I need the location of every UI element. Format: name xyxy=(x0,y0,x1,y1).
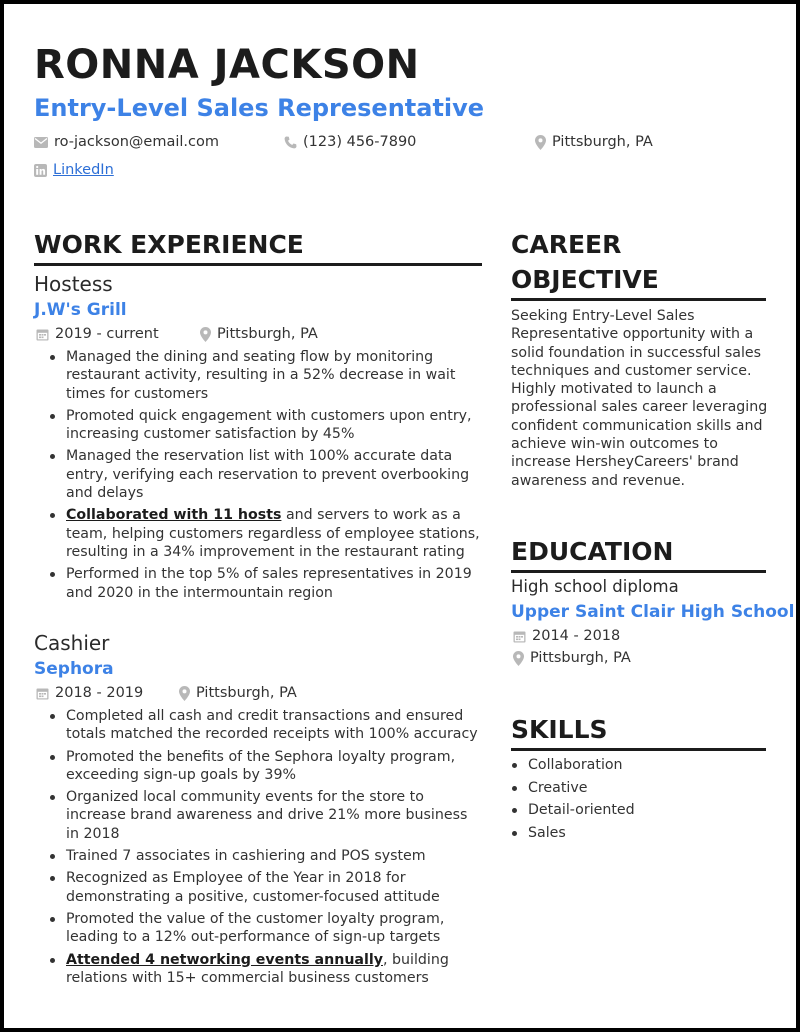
company-name: J.W's Grill xyxy=(34,300,127,320)
job-location xyxy=(200,326,318,342)
job-title: Hostess xyxy=(34,272,113,296)
job-dates xyxy=(36,326,159,342)
location-text: Pittsburgh, PA xyxy=(530,650,631,666)
contact-email xyxy=(34,134,219,150)
envelope-icon xyxy=(34,137,48,148)
list-item: Completed all cash and credit transactions and ensured totals matched the recorded receipts with 100% accuracy xyxy=(34,707,484,744)
list-item: Promoted the benefits of the Sephora loyalty program, exceeding sign-up goals by 39% xyxy=(34,748,484,785)
contact-phone xyxy=(284,134,416,150)
list-item: Organized local community events for the store to increase brand awareness and drive 21% more business in 2018 xyxy=(34,788,484,843)
skills-heading: SKILLS xyxy=(511,712,766,751)
list-item: Sales xyxy=(496,824,766,843)
calendar-icon xyxy=(36,328,49,341)
career-objective-heading xyxy=(511,227,766,301)
skills-list xyxy=(496,756,766,846)
education-heading: EDUCATION xyxy=(511,534,766,573)
job-bullets xyxy=(34,348,484,606)
list-item: Recognized as Employee of the Year in 2018 for demonstrating a positive, customer-focused attitude xyxy=(34,869,484,906)
location-text: Pittsburgh, PA xyxy=(217,326,318,342)
linkedin-link[interactable]: LinkedIn xyxy=(53,162,114,178)
email-text: ro-jackson@email.com xyxy=(54,134,219,150)
linkedin-icon xyxy=(34,164,47,177)
list-item: Promoted quick engagement with customers upon entry, increasing customer satisfaction by 45% xyxy=(34,407,484,444)
dates-text: 2018 - 2019 xyxy=(55,685,144,701)
list-item: Collaborated with 11 hosts and servers to work as a team, helping customers regardless of employee stations, resulting in a 34% improvement in the restaurant rating xyxy=(34,506,484,561)
career-objective-heading-line1: CAREER xyxy=(511,230,622,259)
job-location xyxy=(179,685,297,701)
education-dates xyxy=(513,628,620,644)
job-dates xyxy=(36,685,143,701)
career-objective-heading-line2: OBJECTIVE xyxy=(511,265,659,294)
list-item: Performed in the top 5% of sales representatives in 2019 and 2020 in the intermountain region xyxy=(34,565,484,602)
dates-text: 2019 - current xyxy=(55,326,159,342)
location-text: Pittsburgh, PA xyxy=(552,134,653,150)
location-pin-icon xyxy=(535,135,546,150)
location-pin-icon xyxy=(200,327,211,342)
list-item: Promoted the value of the customer loyalty program, leading to a 12% out-performance of sign-up targets xyxy=(34,910,484,947)
list-item: Attended 4 networking events annually, building relations with 15+ commercial business customers xyxy=(34,951,484,988)
job-bullets xyxy=(34,707,484,991)
resume-page xyxy=(4,4,796,1028)
job-title: Cashier xyxy=(34,631,110,655)
contact-linkedin xyxy=(34,162,114,178)
list-item: Creative xyxy=(496,779,766,798)
phone-icon xyxy=(284,136,297,149)
career-objective-text: Seeking Entry-Level Sales Representative opportunity with a solid foundation in successful sales techniques and customer service. Highly motivated to launch a professional sales career leveraging confident communication skills and achieve win-win outcomes to increase HersheyCareers' brand awareness and revenue. xyxy=(511,308,768,489)
location-text: Pittsburgh, PA xyxy=(196,685,297,701)
list-item: Collaboration xyxy=(496,756,766,775)
list-item: Managed the reservation list with 100% accurate data entry, verifying each reservation to prevent overbooking and delays xyxy=(34,447,484,502)
contact-location xyxy=(535,134,653,150)
school-name: Upper Saint Clair High School xyxy=(511,602,795,622)
list-item: Managed the dining and seating flow by monitoring restaurant activity, resulting in a 52% decrease in wait times for customers xyxy=(34,348,484,403)
candidate-name: RONNA JACKSON xyxy=(34,42,420,88)
education-degree: High school diploma xyxy=(511,577,679,596)
phone-text: (123) 456-7890 xyxy=(303,134,417,150)
list-item: Trained 7 associates in cashiering and POS system xyxy=(34,847,484,865)
location-pin-icon xyxy=(513,651,524,666)
location-pin-icon xyxy=(179,686,190,701)
list-item: Detail-oriented xyxy=(496,801,766,820)
education-location xyxy=(513,650,631,666)
calendar-icon xyxy=(513,630,526,643)
dates-text: 2014 - 2018 xyxy=(532,628,621,644)
candidate-title: Entry-Level Sales Representative xyxy=(34,94,485,122)
calendar-icon xyxy=(36,687,49,700)
company-name: Sephora xyxy=(34,659,114,679)
work-experience-heading: WORK EXPERIENCE xyxy=(34,227,482,266)
